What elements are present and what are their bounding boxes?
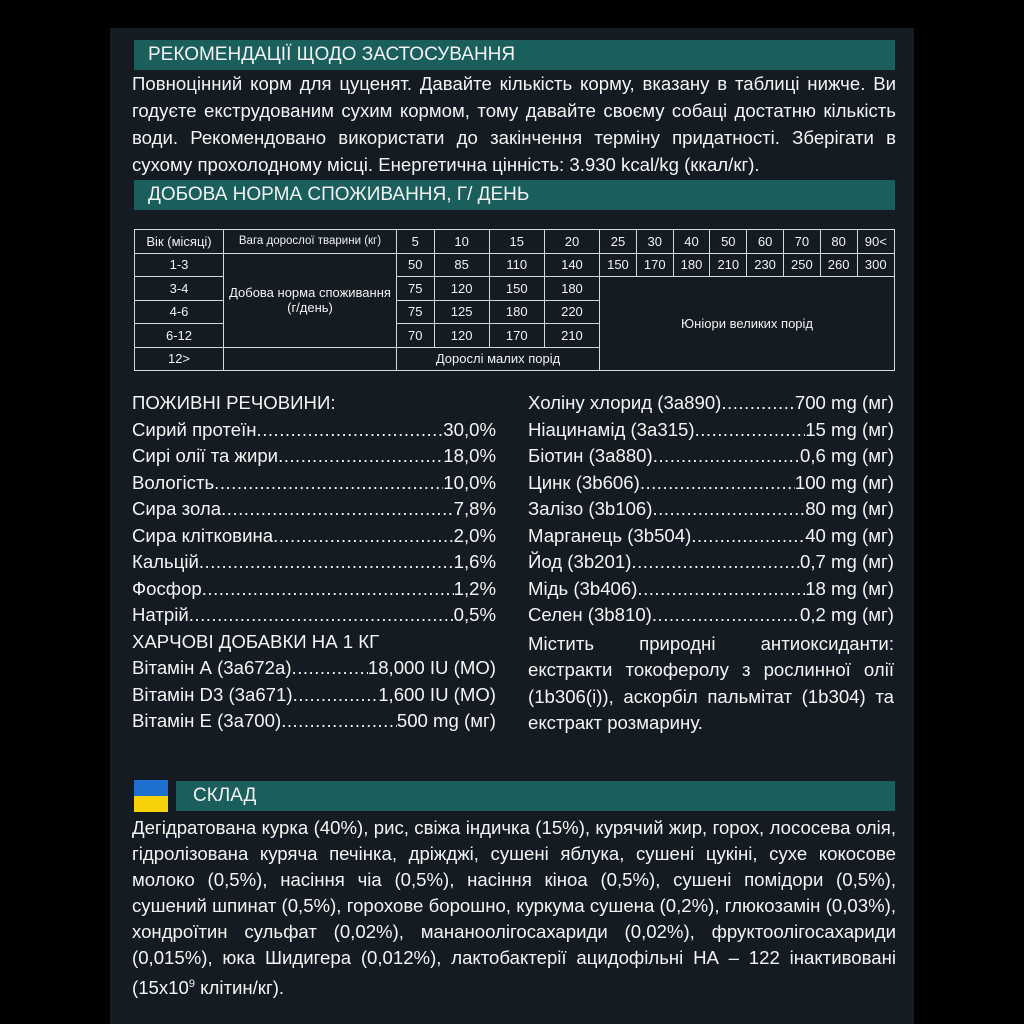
table-cell: 75 [397,277,435,301]
additive-value: 0,2 mg (мг) [800,604,894,625]
norm-label-cell: Добова норма споживання (г/день) [224,253,397,347]
nutrient-name: Кальцій [132,551,199,572]
table-cell: 40 [673,230,710,254]
table-cell: 150 [600,253,637,277]
dot-leader [691,525,805,547]
table-cell: 180 [544,277,599,301]
additive-value: 0,6 mg (мг) [800,445,894,466]
table-cell: 250 [783,253,820,277]
additive-row [132,657,496,684]
age-header: Вік (місяці) [135,230,224,254]
juniors-large-cell: Юніори великих порід [600,277,895,371]
dot-leader [278,445,443,467]
age-cell: 12> [135,347,224,371]
dot-leader [695,419,806,441]
additive-name: Вітамін А (3а672а) [132,657,292,678]
additive-value: 18,000 IU (МО) [367,657,496,678]
additive-name: Біотин (3а880) [528,445,653,466]
dot-leader [292,657,368,679]
nutrient-row [132,525,496,552]
table-cell: 300 [857,253,894,277]
additive-value: 100 mg (мг) [794,471,894,493]
recommendations-header: РЕКОМЕНДАЦІЇ ЩОДО ЗАСТОСУВАННЯ [134,40,895,70]
table-cell: 50 [710,230,747,254]
additive-name: Залізо (3b106) [528,498,653,519]
additive-name: Селен (3b810) [528,604,652,625]
dot-leader [273,525,454,547]
additive-row [132,684,496,711]
nutrient-value: 18,0% [443,445,496,466]
additive-name: Вітамін D3 (3а671) [132,683,293,705]
nutrients-column [132,392,496,737]
nutrient-value: 7,8% [453,498,496,519]
additive-value: 18 mg (мг) [805,577,894,599]
dot-leader [637,578,805,600]
nutrient-row [132,604,496,631]
nutrient-value: 1,2% [453,577,496,599]
daily-norm-table [134,229,895,371]
additive-name: Цинк (3b606) [528,471,640,493]
table-cell: 150 [489,277,544,301]
table-cell: 125 [434,300,489,324]
additives-title: ХАРЧОВІ ДОБАВКИ НА 1 КГ [132,630,380,652]
dot-leader [653,445,800,467]
composition-body: Дегідратована курка (40%), рис, свіжа індичка (15%), курячий жир, горох, лососева олія, гідролізована куряча печінка, дріжджі, сушені яблука, сушені цукіні, сухе кокосове молоко (0,5%), насіння чіа (0,5%), насіння кіноа (0,5%), сушені помідори (0,5%), сушений шпинат (0,5%), горохове борошно, куркума сушена (0,2%), глюкозамін (0,03%), хондроїтин сульфат (0,02%), мананоолігосахариди (0,02%), фруктоолігосахариди (0,015%), юка Шидигера (0,012%), лактобактерії ацидофільні НА – 122 інактивовані (15х10 [132,817,896,999]
dot-leader [214,472,443,494]
composition-text [132,815,896,1001]
dot-leader [640,472,795,494]
table-header-row [135,230,895,254]
age-cell: 1-3 [135,253,224,277]
table-cell: 5 [397,230,435,254]
additive-row [528,551,894,578]
weight-header: Вага дорослої тварини (кг) [224,230,397,254]
additive-row [528,498,894,525]
additives-column [528,392,894,737]
adults-small-cell: Дорослі малих порід [397,347,600,371]
dot-leader [652,604,800,626]
table-cell: 15 [489,230,544,254]
nutrient-row [132,472,496,499]
table-row [135,253,895,277]
table-cell: 180 [673,253,710,277]
table-cell: 110 [489,253,544,277]
table-cell: 220 [544,300,599,324]
dot-leader [721,392,794,414]
dot-leader [631,551,800,573]
age-cell: 6-12 [135,324,224,348]
additive-value: 15 mg (мг) [805,418,894,440]
dot-leader [189,604,454,626]
composition-exponent: 9 [188,978,195,990]
additive-row [528,419,894,446]
additive-value: 0,7 mg (мг) [800,551,894,572]
additive-value: 500 mg (мг) [396,710,496,731]
daily-norm-header: ДОБОВА НОРМА СПОЖИВАННЯ, Г/ ДЕНЬ [134,180,895,210]
age-cell: 4-6 [135,300,224,324]
age-cell: 3-4 [135,277,224,301]
table-cell: 90< [857,230,894,254]
table-cell: 70 [397,324,435,348]
table-cell: 180 [489,300,544,324]
nutrient-row [132,419,496,446]
table-cell: 50 [397,253,435,277]
nutrient-name: Натрій [132,604,189,625]
table-cell: 85 [434,253,489,277]
nutrients-title: ПОЖИВНІ РЕЧОВИНИ: [132,392,336,413]
dot-leader [199,551,454,573]
label-panel [110,28,914,1024]
nutrient-name: Сирий протеїн [132,418,257,440]
additive-row [528,525,894,552]
additive-row [528,578,894,605]
table-cell: 210 [544,324,599,348]
additive-name: Мідь (3b406) [528,577,638,599]
additive-row [528,445,894,472]
dot-leader [257,419,444,441]
additive-row [528,392,894,419]
dot-leader [202,578,454,600]
nutrient-value: 2,0% [453,524,496,546]
nutrient-value: 10,0% [443,471,496,493]
table-cell: 10 [434,230,489,254]
table-cell: 140 [544,253,599,277]
additive-name: Ніацинамід (3а315) [528,418,695,440]
dot-leader [221,498,454,520]
nutrient-name: Сира клітковина [132,524,274,546]
nutrient-row [132,445,496,472]
additive-name: Вітамін Е (3а700) [132,710,282,731]
table-cell: 170 [489,324,544,348]
table-cell: 75 [397,300,435,324]
additive-name: Марганець (3b504) [528,524,692,546]
dot-leader [652,498,805,520]
additive-value: 80 mg (мг) [805,498,894,519]
antioxidants-text: Містить природні антиоксиданти: екстракти токоферолу з рослинної олії (1b306(i)), аскорбіл пальмітат (1b304) та екстракт розмарину. [528,632,894,733]
dot-leader [293,684,379,706]
ukraine-flag-icon [134,780,168,812]
nutrient-name: Сирі олії та жири [132,445,279,466]
table-cell: 80 [820,230,857,254]
table-cell: 25 [600,230,637,254]
additive-value: 40 mg (мг) [805,524,894,546]
additive-value: 700 mg (мг) [794,392,894,413]
flag-yellow-stripe [134,796,168,812]
table-cell: 120 [434,277,489,301]
dot-leader [281,710,397,732]
nutrient-name: Фосфор [132,577,202,599]
table-cell: 60 [747,230,784,254]
table-cell: 230 [747,253,784,277]
nutrient-value: 1,6% [453,551,496,572]
table-cell: 30 [636,230,673,254]
table-cell: 120 [434,324,489,348]
additive-name: Холіну хлорид (3а890) [528,392,722,413]
flag-blue-stripe [134,780,168,796]
additive-name: Йод (3b201) [528,551,632,572]
nutrient-name: Сира зола [132,498,222,519]
recommendations-text: Повноцінний корм для цуценят. Давайте кількість корму, вказану в таблиці нижче. Ви годуєте екструдованим сухим кормом, тому давайте своєму собаці достатню кількість води. Рекомендовано використати до закінчення терміну придатності. Зберігати в сухому прохолодному місці. Енергетична цінність: 3.930 kcal/kg (ккал/кг). [132,73,896,175]
additive-row [528,604,894,631]
composition-end: клітин/кг). [194,977,285,999]
nutrient-value: 0,5% [453,604,496,625]
table-cell: 210 [710,253,747,277]
table-cell [224,347,397,371]
additive-row [528,472,894,499]
table-cell: 70 [783,230,820,254]
table-cell: 170 [636,253,673,277]
composition-header: СКЛАД [176,781,895,811]
nutrient-row [132,578,496,605]
table-cell: 20 [544,230,599,254]
nutrient-row [132,498,496,525]
nutrient-name: Вологість [132,471,215,493]
nutrient-value: 30,0% [443,418,496,440]
nutrient-row [132,551,496,578]
additive-value: 1,600 IU (МО) [378,683,496,705]
table-cell: 260 [820,253,857,277]
additive-row [132,710,496,737]
